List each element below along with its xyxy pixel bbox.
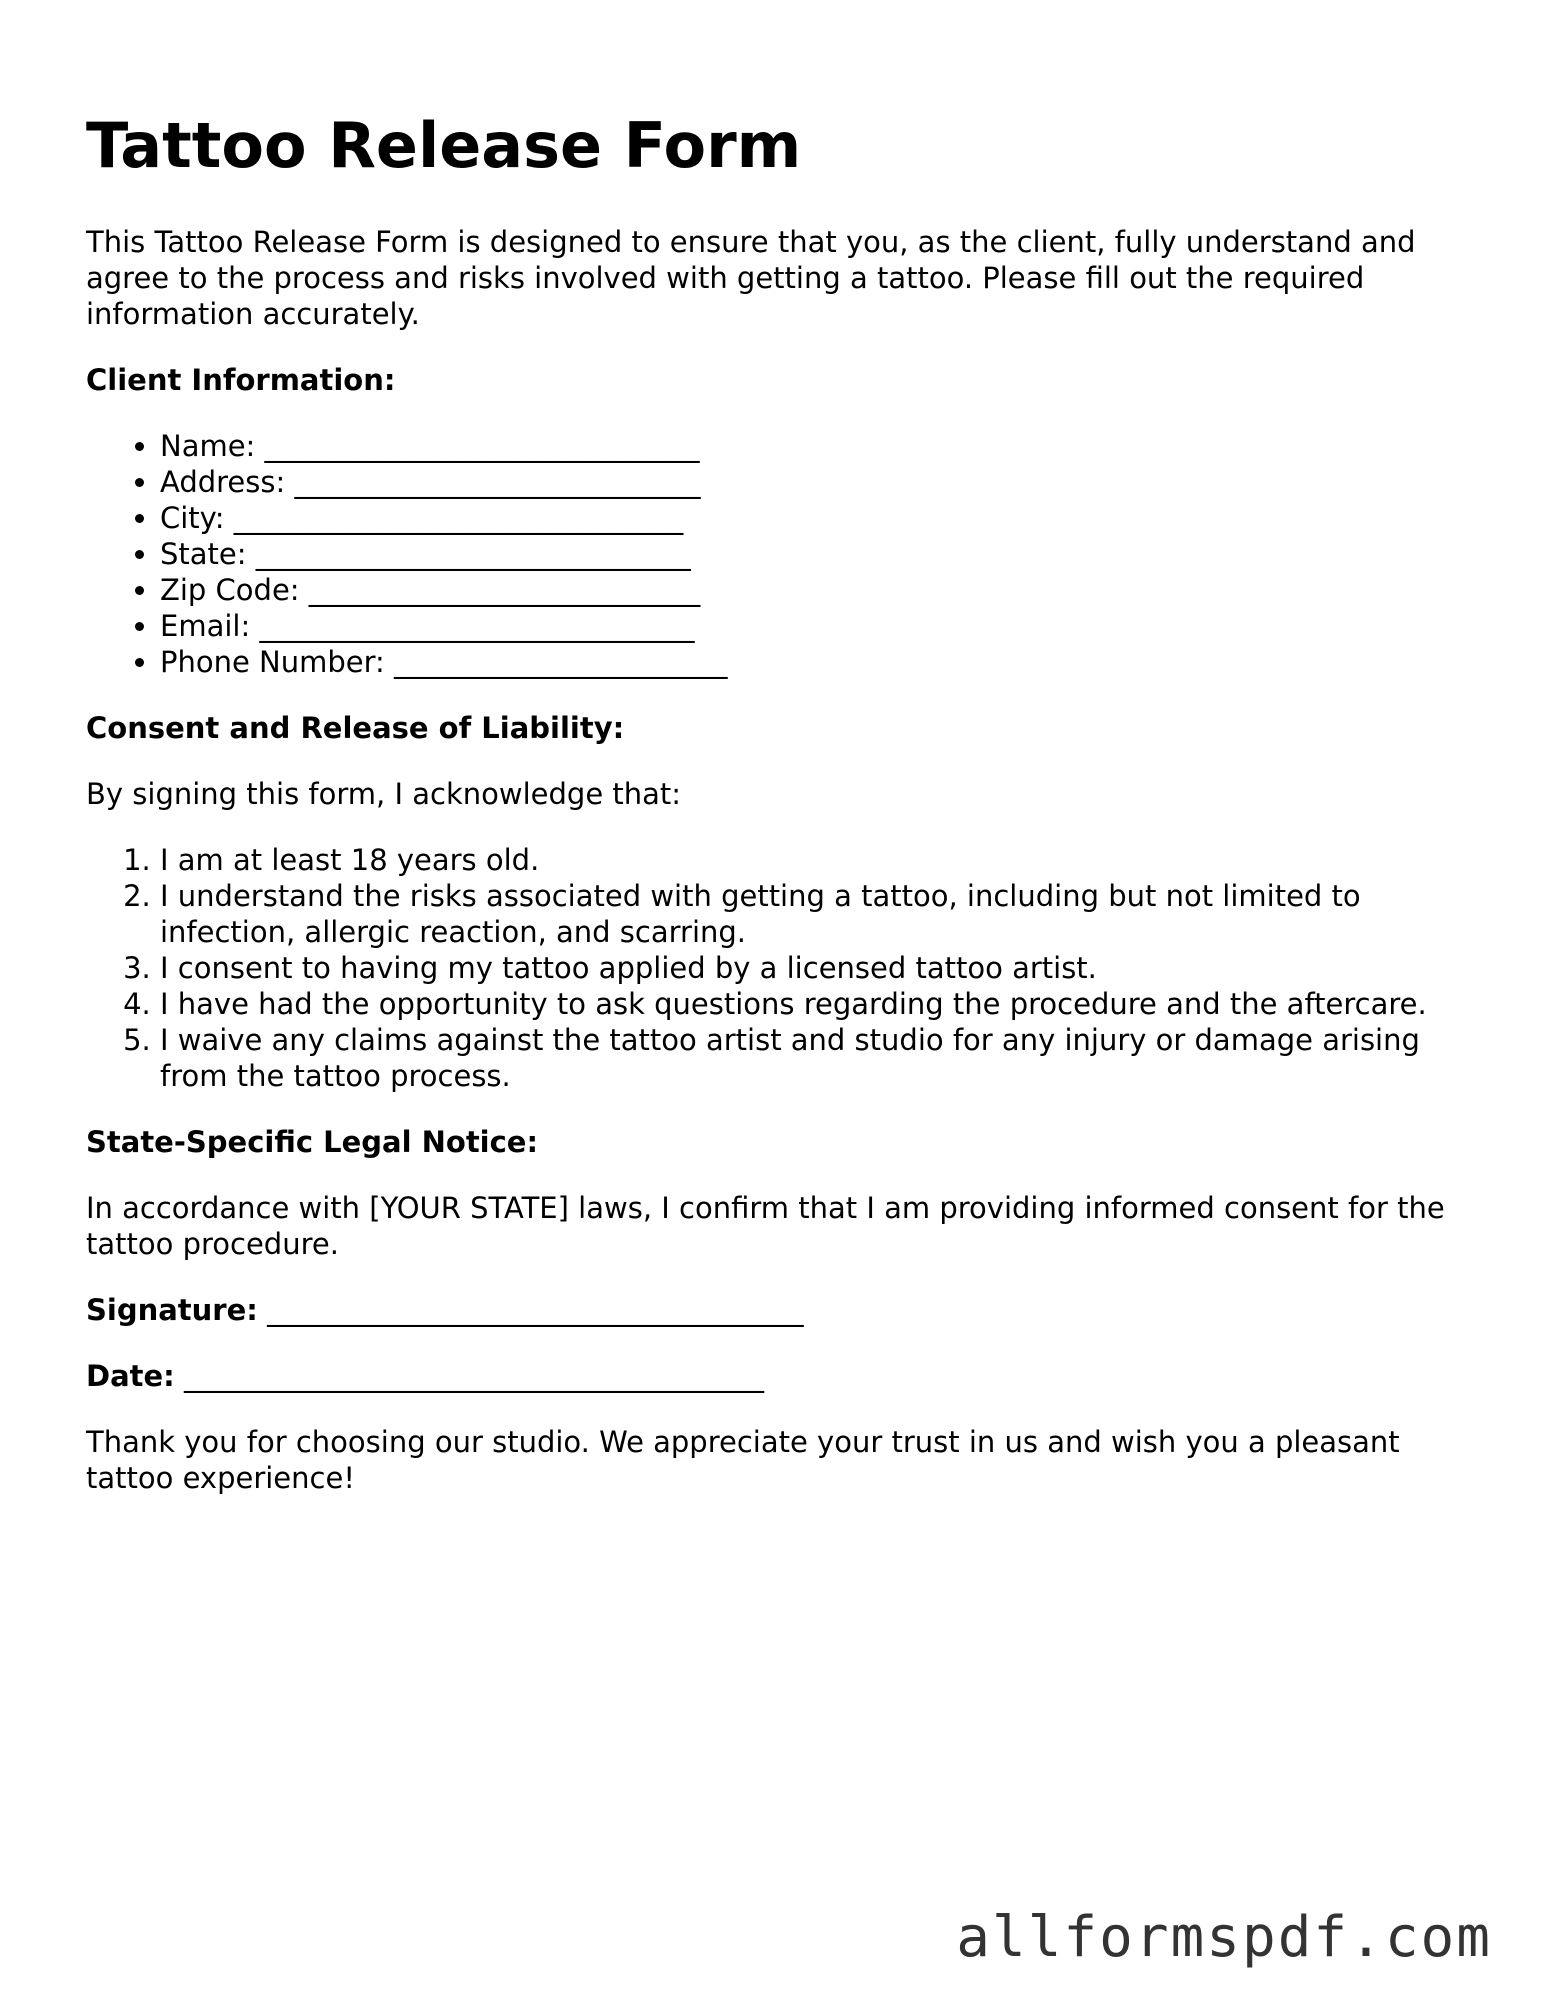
closing-paragraph: Thank you for choosing our studio. We appreciate your trust in us and wish you a pleasant tattoo experience! bbox=[86, 1425, 1400, 1495]
list-item bbox=[160, 536, 1466, 572]
field-label-name: Name: bbox=[160, 429, 256, 463]
address-field[interactable]: ____________________________ bbox=[294, 465, 701, 499]
list-item: 3. I consent to having my tattoo applied by a licensed tattoo artist. bbox=[160, 950, 1466, 986]
date-field[interactable]: ________________________________________ bbox=[184, 1359, 764, 1393]
signature-label: Signature: bbox=[86, 1293, 258, 1327]
name-field[interactable]: ______________________________ bbox=[264, 429, 700, 463]
field-label-city: City: bbox=[160, 501, 225, 535]
field-label-address: Address: bbox=[160, 465, 286, 499]
consent-heading: Consent and Release of Liability: bbox=[86, 711, 625, 745]
zip-code-field[interactable]: ___________________________ bbox=[308, 573, 701, 607]
list-item: 4. I have had the opportunity to ask questions regarding the procedure and the aftercare. bbox=[160, 986, 1466, 1022]
list-item: 5. I waive any claims against the tattoo artist and studio for any injury or damage arising from the tattoo process. bbox=[160, 1022, 1466, 1094]
field-label-zip: Zip Code: bbox=[160, 573, 300, 607]
list-item bbox=[160, 428, 1466, 464]
date-line bbox=[86, 1358, 1466, 1394]
document-page bbox=[86, 108, 1466, 1526]
signature-field[interactable]: _____________________________________ bbox=[267, 1293, 804, 1327]
field-label-email: Email: bbox=[160, 609, 251, 643]
page-title: Tattoo Release Form bbox=[86, 109, 802, 182]
list-item bbox=[160, 500, 1466, 536]
email-field[interactable]: ______________________________ bbox=[259, 609, 695, 643]
client-info-list bbox=[86, 428, 1466, 680]
legal-notice-text: In accordance with [YOUR STATE] laws, I confirm that I am providing informed consent for the tattoo procedure. bbox=[86, 1191, 1445, 1261]
list-item bbox=[160, 608, 1466, 644]
city-field[interactable]: _______________________________ bbox=[233, 501, 684, 535]
legal-notice-heading: State-Specific Legal Notice: bbox=[86, 1125, 539, 1159]
intro-paragraph: This Tattoo Release Form is designed to ensure that you, as the client, fully understand and agree to the process and risks involved with getting a tattoo. Please fill out the required information accurately. bbox=[86, 225, 1416, 331]
phone-number-field[interactable]: _______________________ bbox=[394, 645, 728, 679]
list-item: 1. I am at least 18 years old. bbox=[160, 842, 1466, 878]
field-label-phone: Phone Number: bbox=[160, 645, 385, 679]
watermark: allformspdf.com bbox=[956, 1905, 1492, 1970]
consent-list bbox=[86, 842, 1466, 1094]
signature-line bbox=[86, 1292, 1466, 1328]
list-item bbox=[160, 572, 1466, 608]
list-item bbox=[160, 464, 1466, 500]
list-item: 2. I understand the risks associated with getting a tattoo, including but not limited to infection, allergic reaction, and scarring. bbox=[160, 878, 1466, 950]
field-label-state: State: bbox=[160, 537, 247, 571]
client-info-heading: Client Information: bbox=[86, 363, 396, 397]
date-label: Date: bbox=[86, 1359, 175, 1393]
state-field[interactable]: ______________________________ bbox=[255, 537, 691, 571]
consent-lead: By signing this form, I acknowledge that: bbox=[86, 777, 682, 811]
list-item bbox=[160, 644, 1466, 680]
